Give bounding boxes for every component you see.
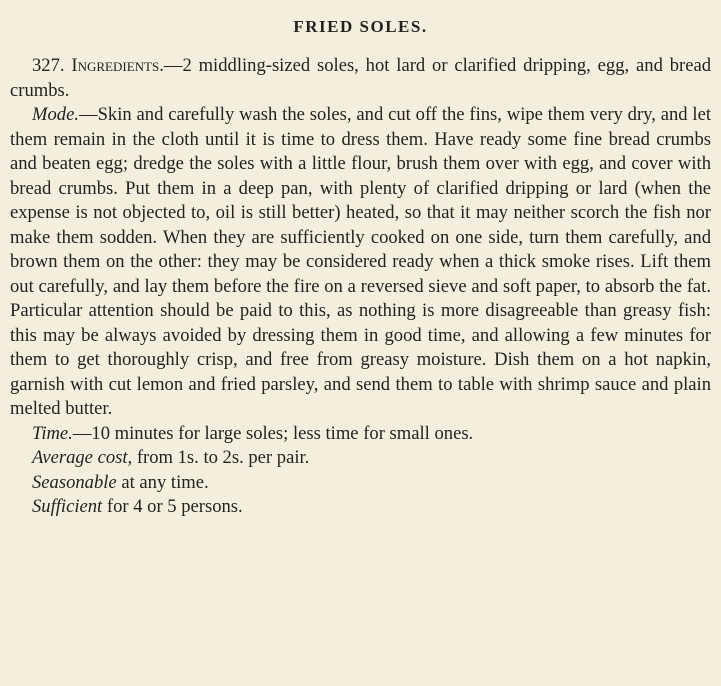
seasonable-text: at any time. (116, 471, 209, 493)
seasonable-line (10, 471, 711, 496)
time-label: Time. (32, 422, 73, 444)
time-dash: — (72, 422, 92, 444)
ingredients-label: Ingredients. (71, 55, 164, 76)
mode-dash: — (78, 104, 98, 125)
time-text: 10 minutes for large soles; less time for small ones. (91, 422, 474, 444)
sufficient-label: Sufficient (32, 496, 103, 517)
ingredients-text: 2 middling-sized soles, hot lard or clarified dripping, egg, and bread crumbs. (10, 55, 711, 101)
recipe-title: FRIED SOLES. (293, 17, 428, 36)
cost-text: from 1s. to 2s. per pair. (132, 447, 310, 468)
mode-text: Skin and carefully wash the soles, and cut off the fins, wipe them very dry, and let them remain in the cloth until it is time to dress them. Have ready some fine bread crumbs and beaten egg; dredge the soles with a little flour, brush them over with egg, and cover with bread crumbs. Put them in a deep pan, with plenty of clarified dripping or lard (when the expense is not objected to, oil is still better) heated, so that it may neither scorch the fish nor make them sodden. When they are sufficiently cooked on one side, turn them carefully, and brown them on the other: they may be considered ready when a thick smoke rises. Lift them out carefully, and lay them before the fire on a reversed sieve and soft paper, to absorb the fat. Particular attention should be paid to this, as nothing is more disagreeable than greasy fish: this may be always avoided by dressing them in good time, and allowing a few minutes for them to get thoroughly crisp, and free from greasy moisture. Dish them on a hot napkin, garnish with cut lemon and fried parsley, and send them to table with shrimp sauce and plain melted butter. (10, 104, 711, 419)
mode-paragraph (10, 103, 711, 422)
sufficient-text: for 4 or 5 persons. (102, 496, 243, 517)
mode-label: Mode. (32, 104, 79, 125)
time-line (10, 422, 711, 447)
sufficient-line (10, 495, 711, 520)
cost-label: Average cost, (32, 447, 133, 468)
recipe-number: 327. (32, 55, 65, 76)
seasonable-label: Seasonable (32, 471, 117, 493)
cost-line (10, 446, 711, 471)
ingredients-paragraph (10, 54, 711, 103)
ingredients-dash: — (163, 55, 183, 76)
